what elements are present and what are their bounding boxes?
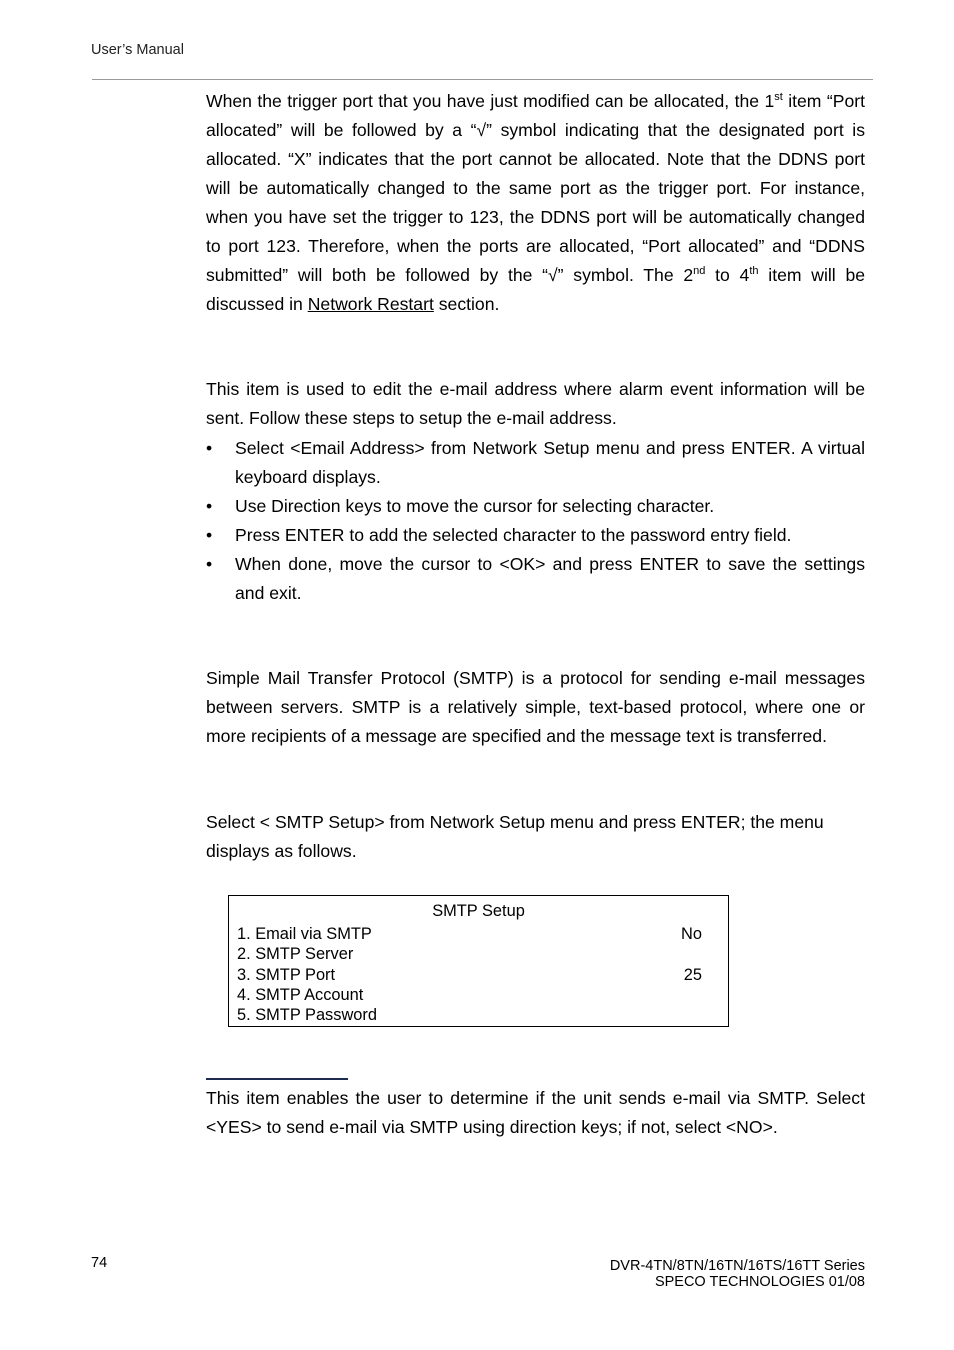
- menu-item-label: 3. SMTP Port: [237, 966, 336, 984]
- smtp-select-instruction: [206, 808, 865, 866]
- footer-company: SPECO TECHNOLOGIES 01/08: [654, 1274, 865, 1290]
- network-restart-link[interactable]: Network Restart: [307, 294, 434, 314]
- smtp-menu-title: SMTP Setup: [432, 902, 525, 920]
- text-segment: item will be discussed in: [206, 265, 866, 314]
- email-via-smtp-description: [206, 1084, 865, 1142]
- email-intro-text: This item is used to edit the e-mail address where alarm event information will be sent. Follow these steps to setup the e-mail address.: [206, 379, 865, 428]
- smtp-intro: [206, 664, 865, 751]
- menu-item-label: 4. SMTP Account: [237, 986, 364, 1004]
- smtp-select-text: Select < SMTP Setup> from Network Setup menu and press ENTER; the menu displays as follows.: [206, 812, 824, 861]
- superscript: nd: [693, 265, 706, 277]
- menu-item-value: 25: [683, 966, 702, 984]
- superscript: th: [749, 265, 759, 277]
- page-number: 74: [91, 1255, 108, 1271]
- text-segment: item “Port allocated” will be followed by a “√” symbol indicating that the designated port is allocated. “X” indicates that the port cannot be allocated. Note that the DDNS port will be automatically changed to the same port as the trigger port. For instance, when you have set the trigger to 123, the DDNS port will be automatically changed to port 123. Therefore, when the ports are allocated, “Port allocated” and “DDNS submitted” will both be followed by the “√” symbol. The 2: [206, 91, 866, 285]
- list-item: • Select <Email Address> from Network Setup menu and press ENTER. A virtual keyboard displays.: [206, 434, 865, 492]
- menu-item-label: 2. SMTP Server: [237, 945, 354, 963]
- text-segment: to 4: [705, 265, 750, 285]
- list-item: • Use Direction keys to move the cursor for selecting character.: [206, 492, 865, 521]
- header-label: User’s Manual: [91, 42, 184, 58]
- list-item: • When done, move the cursor to <OK> and press ENTER to save the settings and exit.: [206, 550, 865, 608]
- menu-item-label: 5. SMTP Password: [237, 1006, 377, 1024]
- footer-model: DVR-4TN/8TN/16TN/16TS/16TT Series: [609, 1258, 865, 1274]
- text-segment: section.: [433, 294, 500, 314]
- text-segment: When the trigger port that you have just modified can be allocated, the 1: [206, 91, 775, 111]
- smtp-intro-text: Simple Mail Transfer Protocol (SMTP) is a protocol for sending e-mail messages between servers. SMTP is a relatively simple, text-based protocol, where one or more recipients of a message are specified and the message text is transferred.: [206, 668, 865, 746]
- footer-info: [610, 1258, 865, 1290]
- smtp-setup-menu: [228, 895, 729, 1027]
- list-item: • Press ENTER to add the selected character to the password entry field.: [206, 521, 865, 550]
- superscript: st: [774, 91, 783, 103]
- header-divider: [92, 79, 873, 80]
- menu-item-value: No: [681, 925, 702, 943]
- trigger-port-paragraph: [206, 87, 865, 319]
- email-steps-list: [206, 434, 865, 608]
- email-address-intro: [206, 375, 865, 433]
- menu-item-label: 1. Email via SMTP: [237, 925, 372, 943]
- email-via-smtp-text: This item enables the user to determine if the unit sends e-mail via SMTP. Select <YES> to send e-mail via SMTP using direction keys; if not, select <NO>.: [206, 1088, 865, 1137]
- section-underline: [206, 1078, 348, 1080]
